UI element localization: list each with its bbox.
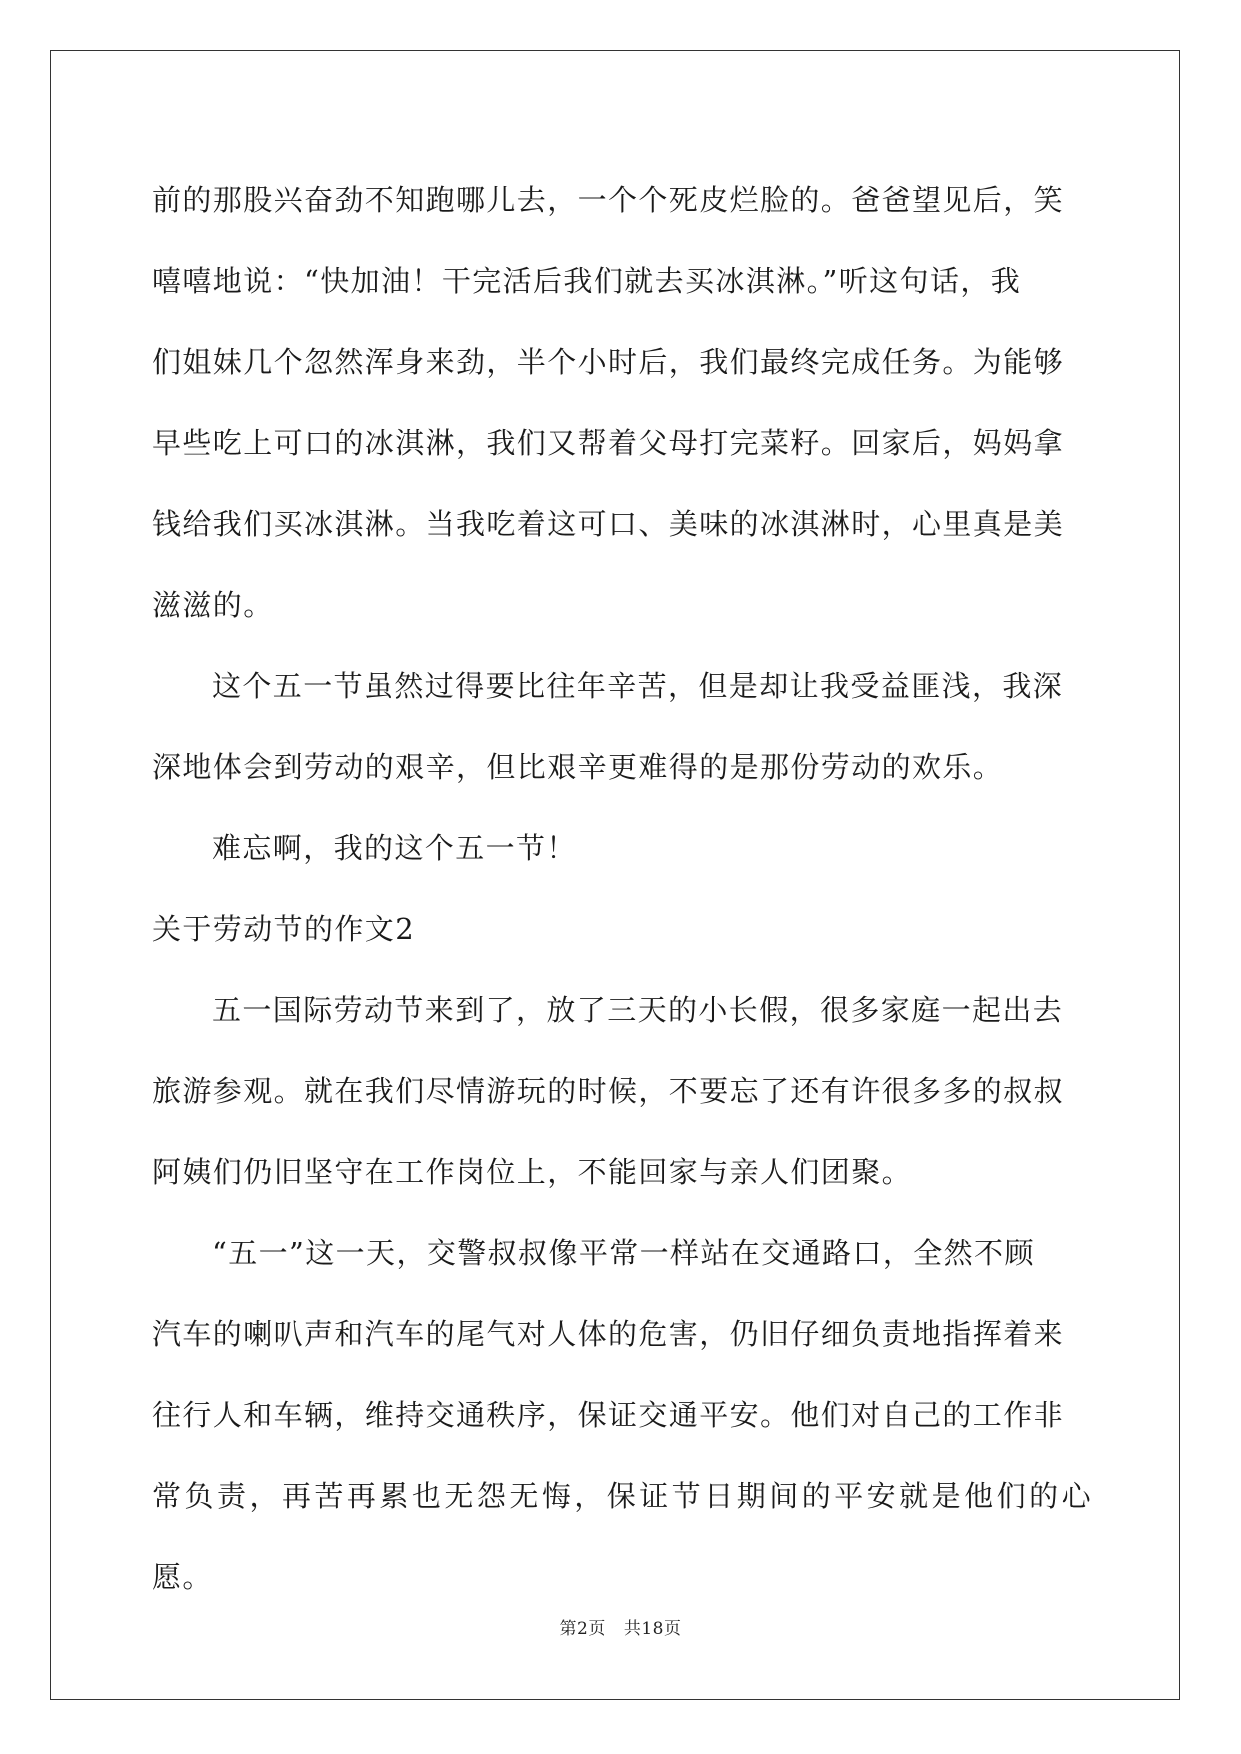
text-line: 常负责，再苦再累也无怨无悔，保证节日期间的平安就是他们的心愿。 bbox=[152, 1479, 1092, 1594]
text-line: 汽车的喇叭声和汽车的尾气对人体的危害，仍旧仔细负责地指挥着来 bbox=[152, 1317, 1065, 1351]
paragraph bbox=[152, 970, 1092, 1213]
text-line: 早些吃上可口的冰淇淋，我们又帮着父母打完菜籽。回家后，妈妈拿 bbox=[152, 426, 1065, 460]
text-line: 旅游参观。就在我们尽情游玩的时候，不要忘了还有许很多多的叔叔 bbox=[152, 1074, 1065, 1108]
heading-text: 关于劳动节的作文2 bbox=[152, 912, 416, 946]
text-line: 们姐妹几个忽然浑身来劲，半个小时后，我们最终完成任务。为能够 bbox=[152, 345, 1065, 379]
text-line: 前的那股兴奋劲不知跑哪儿去，一个个死皮烂脸的。爸爸望见后，笑 bbox=[152, 183, 1065, 217]
paragraph bbox=[152, 808, 1092, 889]
text-line: 深地体会到劳动的艰辛，但比艰辛更难得的是那份劳动的欢乐。 bbox=[152, 750, 1004, 784]
page-total: 共18页 bbox=[623, 1619, 682, 1639]
paragraph bbox=[152, 646, 1092, 808]
text-line: 嘻嘻地说：“快加油！干完活后我们就去买冰淇淋。”听这句话，我 bbox=[152, 264, 1022, 298]
text-line: 难忘啊，我的这个五一节！ bbox=[212, 831, 577, 865]
paragraph bbox=[152, 1213, 1092, 1618]
text-line: 五一国际劳动节来到了，放了三天的小长假，很多家庭一起出去 bbox=[212, 993, 1064, 1027]
text-line: 往行人和车辆，维持交通秩序，保证交通平安。他们对自己的工作非 bbox=[152, 1398, 1065, 1432]
text-line: 钱给我们买冰淇淋。当我吃着这可口、美味的冰淇淋时，心里真是美 bbox=[152, 507, 1065, 541]
document-body bbox=[152, 160, 1092, 1618]
page-number: 第2页 bbox=[559, 1619, 606, 1639]
text-line: “五一”这一天，交警叔叔像平常一样站在交通路口，全然不顾 bbox=[212, 1236, 1035, 1270]
text-line: 阿姨们仍旧坚守在工作岗位上，不能回家与亲人们团聚。 bbox=[152, 1155, 913, 1189]
text-line: 这个五一节虽然过得要比往年辛苦，但是却让我受益匪浅，我深 bbox=[212, 669, 1064, 703]
paragraph-continued bbox=[152, 160, 1092, 646]
text-line: 滋滋的。 bbox=[152, 588, 274, 622]
page-footer bbox=[0, 1614, 1241, 1639]
section-heading bbox=[152, 889, 1092, 970]
